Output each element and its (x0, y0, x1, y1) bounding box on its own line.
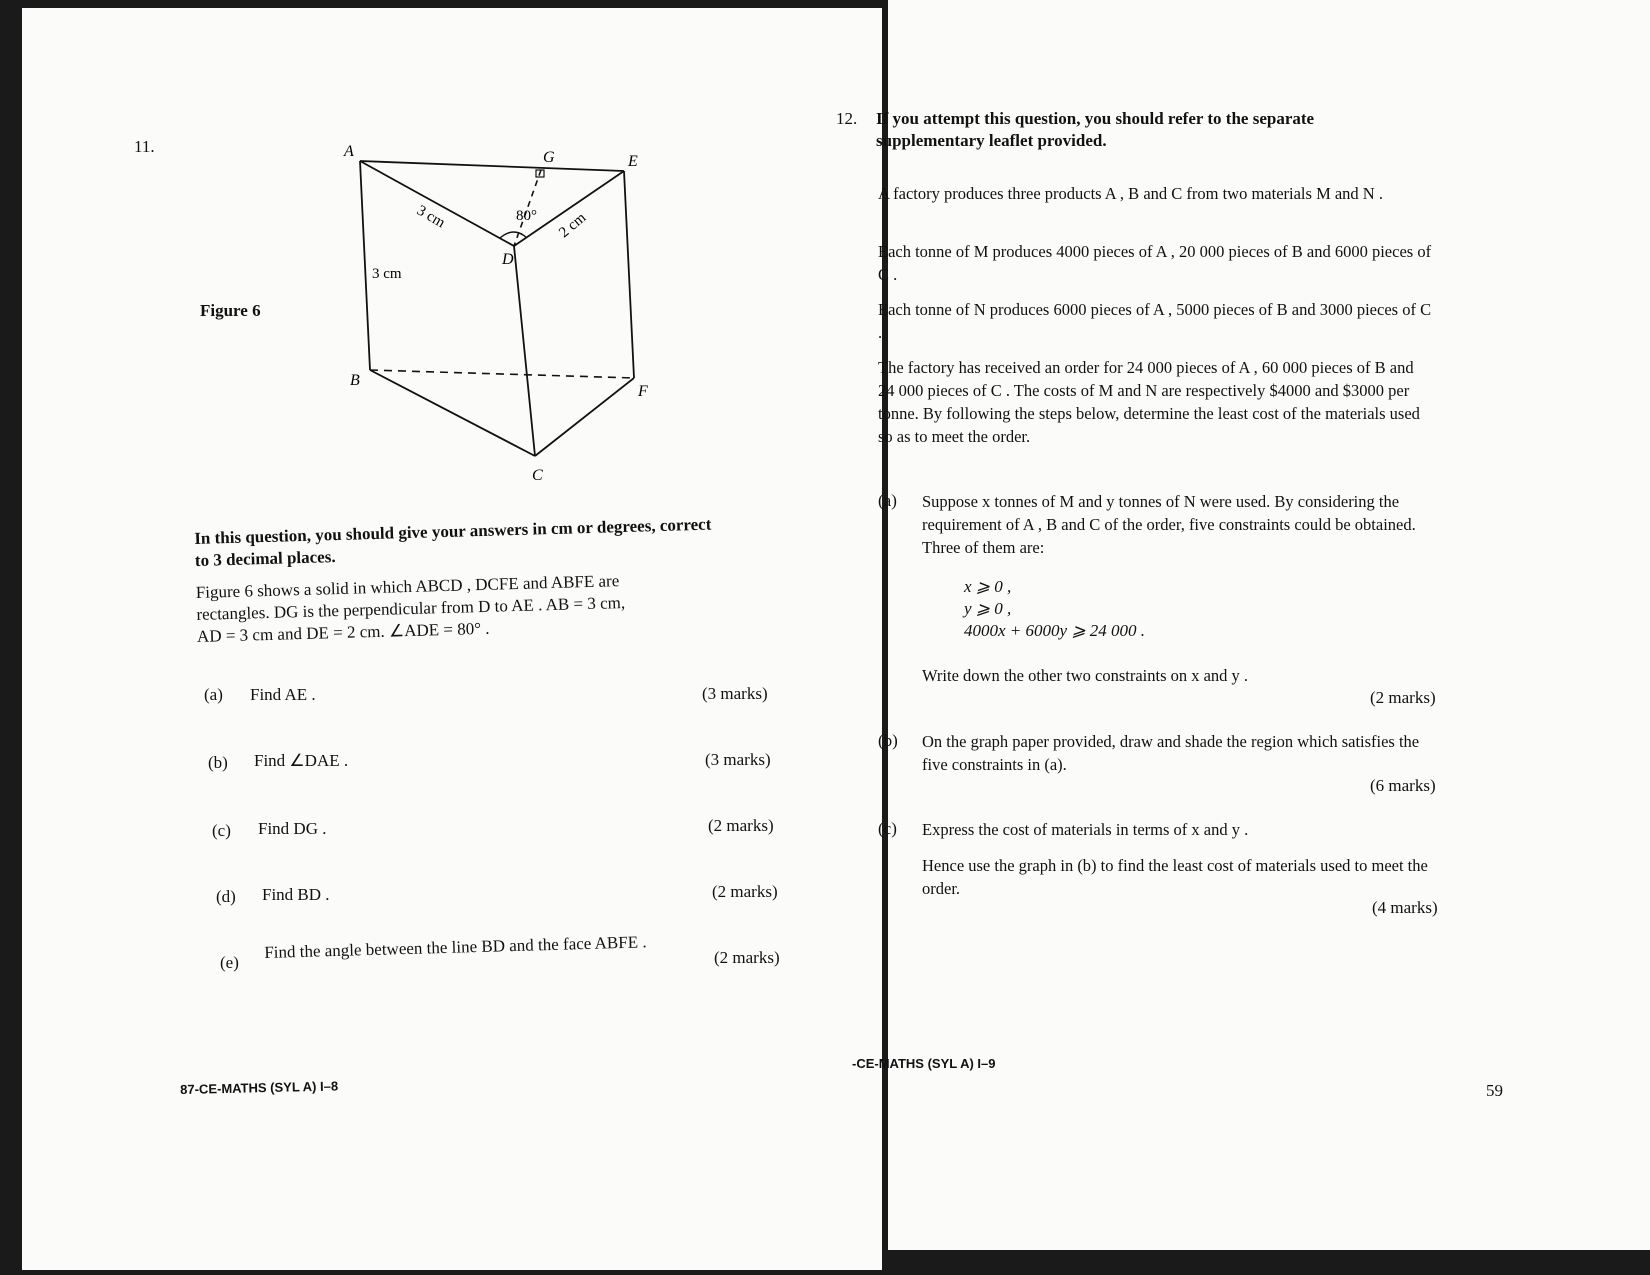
right-page-footer: -CE-MATHS (SYL A) I–9 (852, 1056, 996, 1071)
part-a-label: (a) (204, 685, 223, 704)
vertex-label-g: G (543, 149, 555, 166)
instruction-line-1: In this question, you should give your answers in cm or degrees, correct (194, 514, 712, 548)
angle-label: 80° (516, 208, 537, 224)
part-c-label: (c) (212, 821, 231, 840)
constraints-list (964, 576, 1145, 642)
part-a-text: Find AE . (250, 685, 316, 704)
part-c-text: Find DG . (258, 819, 327, 838)
part-b-label: (b) (878, 731, 898, 750)
edge-AE (360, 161, 624, 171)
question-11-body (194, 512, 787, 648)
edge-DC (514, 246, 535, 456)
part-e-label: (e) (220, 953, 239, 972)
heading-line-1: If you attempt this question, you should refer to the separate (876, 109, 1315, 128)
description-line-1: Figure 6 shows a solid in which ABCD , DCFE and ABFE are (195, 571, 620, 602)
part-b-text: On the graph paper provided, draw and shade the region which satisfies the five constraints in (a). (922, 732, 1420, 774)
edge-AD (360, 161, 514, 246)
vertex-label-f: F (638, 383, 648, 400)
constraint-1: x ⩾ 0 , (964, 577, 1012, 596)
paragraph-2: Each tonne of M produces 4000 pieces of A , 20 000 pieces of B and 6000 pieces of C . (878, 242, 1432, 284)
edge-BF-hidden (370, 370, 634, 378)
instruction-line-2: to 3 decimal places. (194, 547, 336, 570)
constraint-2: y ⩾ 0 , (964, 599, 1012, 618)
question-number-11: 11. (134, 137, 155, 156)
vertex-label-c: C (532, 467, 543, 484)
part-d-marks: (2 marks) (712, 882, 778, 901)
description-line-2: rectangles. DG is the perpendicular from D to AE . AB = 3 cm, (196, 592, 626, 624)
part-a-write: Write down the other two constraints on x and y . (922, 666, 1249, 685)
part-c-label: (c) (878, 819, 897, 838)
part-a-text: Suppose x tonnes of M and y tonnes of N were used. By considering the requirement of A , B and C of the order, five constraints could be obtained. Three of them are: (922, 492, 1416, 557)
part-d-label: (d) (216, 887, 236, 906)
dim-label-ad: 3 cm (414, 202, 448, 232)
part-e-marks: (2 marks) (714, 948, 780, 967)
figure-6-prism-diagram (322, 128, 682, 488)
question-number-12: 12. (836, 109, 858, 128)
left-page-footer: 87-CE-MATHS (SYL A) I–8 (180, 1078, 339, 1097)
part-b-text: Find ∠DAE . (254, 751, 349, 770)
paragraph-4: The factory has received an order for 24 000 pieces of A , 60 000 pieces of B and 24 000 pieces of C . The costs of M and N are respectively $4000 and $3000 per tonne. By following the steps below, determine the least cost of the materials used so as to meet the order. (878, 358, 1420, 446)
vertex-label-d: D (502, 251, 514, 268)
vertex-label-b: B (350, 372, 360, 389)
part-c-marks: (2 marks) (708, 816, 774, 835)
heading-line-2: supplementary leaflet provided. (876, 131, 1107, 150)
part-a-label: (a) (878, 491, 897, 510)
part-b-marks: (6 marks) (1370, 776, 1436, 795)
edge-EF (624, 171, 634, 378)
right-page (836, 0, 1650, 1250)
part-c-text-2: Hence use the graph in (b) to find the least cost of materials used to meet the order. (922, 856, 1428, 898)
figure-label: Figure 6 (200, 301, 261, 320)
description-line-3: AD = 3 cm and DE = 2 cm. ∠ADE = 80° . (196, 618, 490, 646)
paragraph-1: A factory produces three products A , B and C from two materials M and N . (878, 184, 1383, 203)
part-a-marks: (3 marks) (702, 684, 768, 703)
vertex-label-e: E (628, 153, 638, 170)
constraint-3: 4000x + 6000y ⩾ 24 000 . (964, 621, 1146, 640)
part-b-label: (b) (208, 753, 228, 772)
dim-label-de: 2 cm (556, 209, 590, 242)
angle-arc (500, 232, 527, 238)
part-c-text-1: Express the cost of materials in terms of x and y . (922, 820, 1249, 839)
part-a-marks: (2 marks) (1370, 688, 1436, 707)
dim-label-ab: 3 cm (372, 266, 402, 282)
vertex-label-a: A (344, 143, 354, 160)
question-12-heading (876, 108, 1476, 152)
part-d-text: Find BD . (262, 885, 330, 904)
part-e-text: Find the angle between the line BD and the face ABFE . (264, 932, 647, 962)
edge-CF (535, 378, 634, 456)
edge-BC (370, 370, 535, 456)
part-b-marks: (3 marks) (705, 750, 771, 769)
paragraph-3: Each tonne of N produces 6000 pieces of A , 5000 pieces of B and 3000 pieces of C . (878, 300, 1432, 342)
left-page (22, 8, 882, 1270)
edge-AB (360, 161, 370, 370)
page-number: 59 (1486, 1081, 1503, 1100)
part-c-marks: (4 marks) (1372, 898, 1438, 917)
